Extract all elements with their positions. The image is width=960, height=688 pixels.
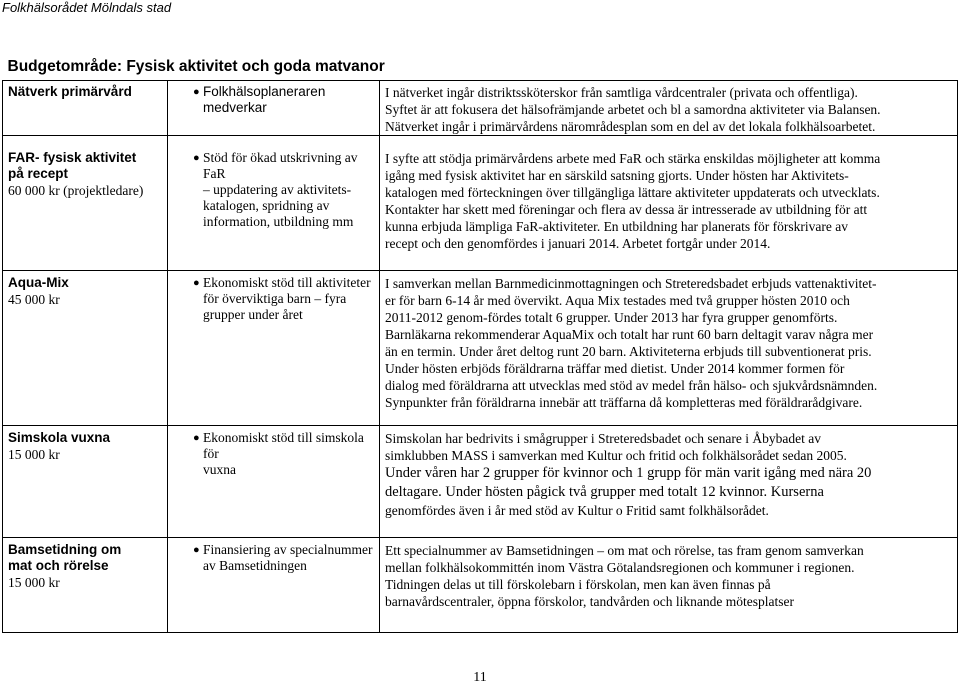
row-activity-cell [168, 538, 380, 633]
description-line: mellan folkhälsokommittén inom Västra Götalandsregionen och kommuner i regionen. [385, 560, 855, 575]
bullet-icon: ● [193, 152, 200, 164]
page-number: 11 [473, 670, 487, 685]
bullet-icon: ● [193, 544, 200, 556]
row-description-cell [380, 426, 958, 538]
description-line: igång med fysisk aktivitet har en särskild satsning gjorts. Under hösten har Aktivitets- [385, 168, 849, 183]
activity-text: information, utbildning mm [203, 214, 354, 229]
description-line: Simskolan har bedrivits i smågrupper i Streteredsbadet och senare i Åbybadet av [385, 431, 822, 446]
row-name-cell [3, 81, 168, 136]
description-line: Under våren har 2 grupper för kvinnor och 1 grupp för män varit igång med nära 20 [385, 465, 872, 481]
row-activity-cell [168, 426, 380, 538]
activity-text: Stöd för ökad utskrivning av FaR [203, 150, 358, 181]
row-budget: 60 000 kr (projektledare) [8, 183, 144, 198]
description-line: recept och den genomfördes i januari 2014. Arbetet fortgår under 2014. [385, 236, 771, 251]
description-line: katalogen med förteckningen över tillgängliga lättare aktiviteter uppdaterats och utvecklats. [385, 185, 880, 200]
description-line: I nätverket ingår distriktssköterskor från samtliga vårdcentraler (privata och offentliga). [385, 85, 858, 100]
row-activity-cell [168, 136, 380, 271]
bullet-icon: ● [193, 86, 200, 98]
description-line: Syftet är att fokusera det hälsofrämjande arbetet och bl a samordna aktiviteter via Balansen. [385, 102, 881, 117]
description-line: I samverkan mellan Barnmedicinmottagningen och Streteredsbadet erbjuds vattenaktivitet- [385, 276, 877, 291]
row-budget: 45 000 kr [8, 292, 60, 307]
section-title: Budgetområde: Fysisk aktivitet och goda matvanor [3, 58, 958, 81]
bullet-icon: ● [193, 277, 200, 289]
row-activity-cell [168, 81, 380, 136]
activity-text: för överviktiga barn – fyra [203, 291, 347, 306]
description-line: Ett specialnummer av Bamsetidningen – om mat och rörelse, tas fram genom samverkan [385, 543, 864, 558]
description-line: Under hösten erbjöds föräldrarna träffar med dietist. Under 2014 kommer formen för [385, 361, 845, 376]
row-name: Bamsetidning om [8, 542, 122, 557]
row-name: på recept [8, 166, 69, 181]
activity-text: Finansiering av specialnummer [203, 542, 373, 557]
bullet-icon: ● [193, 432, 200, 444]
row-name: Nätverk primärvård [8, 84, 132, 99]
activity-text: – uppdatering av aktivitets- [203, 182, 352, 197]
row-name: Simskola vuxna [8, 430, 111, 445]
description-line: dialog med föräldrarna att utvecklas med stöd av medel från hälso- och sjukvårdsnämnden. [385, 378, 878, 393]
row-name-cell [3, 271, 168, 426]
description-line: simklubben MASS i samverkan med Kultur och fritid och folkhälsorådet sedan 2005. [385, 448, 847, 463]
description-line: 2011-2012 genom-fördes totalt 6 grupper. Under 2013 har fyra grupper genomförts. [385, 310, 838, 325]
row-activity-cell [168, 271, 380, 426]
row-description-cell [380, 538, 958, 633]
description-line: I syfte att stödja primärvårdens arbete med FaR och stärka enskildas möjligheter att komma [385, 151, 881, 166]
description-line: kunna erbjuda lämpliga FaR-aktiviteter. En utbildning har planerats för förskrivare av [385, 219, 848, 234]
row-name: FAR- fysisk aktivitet [8, 150, 137, 165]
description-line: Barnläkarna rekommenderar AquaMix och totalt har runt 60 barn deltagit varav några mer [385, 327, 874, 342]
activity-text: Folkhälsoplaneraren medverkar [203, 84, 326, 115]
activity-text: Ekonomiskt stöd till aktiviteter [203, 275, 371, 290]
row-description-cell [380, 271, 958, 426]
row-description-cell [380, 136, 958, 271]
description-line: deltagare. Under hösten pågick två grupper med totalt 12 kvinnor. Kurserna [385, 484, 824, 500]
activity-text: av Bamsetidningen [203, 558, 307, 573]
row-name-cell [3, 538, 168, 633]
description-line: genomfördes även i år med stöd av Kultur o Fritid samt folkhälsorådet. [385, 503, 769, 518]
description-line: er för barn 6-14 år med övervikt. Aqua Mix testades med två grupper hösten 2010 och [385, 293, 850, 308]
description-line: än en termin. Under året deltog runt 20 barn. Aktiviteterna erbjuds till subventionerat pris. [385, 344, 872, 359]
row-name-cell [3, 426, 168, 538]
description-line: Nätverket ingår i primärvårdens närområdesplan som en del av det lokala folkhälsoarbetet. [385, 119, 876, 134]
row-name: mat och rörelse [8, 558, 109, 573]
row-budget: 15 000 kr [8, 447, 60, 462]
row-name-cell [3, 136, 168, 271]
budget-table [2, 58, 958, 633]
activity-text: grupper under året [203, 307, 303, 322]
activity-text: Ekonomiskt stöd till simskola för [203, 430, 364, 461]
row-budget: 15 000 kr [8, 575, 60, 590]
description-line: Kontakter har skett med föreningar och flera av dessa är intresserade av utbildning för att [385, 202, 868, 217]
description-line: Tidningen delas ut till förskolebarn i förskolan, men kan även finnas på [385, 577, 771, 592]
activity-text: vuxna [203, 462, 236, 477]
description-line: Synpunkter från föräldrarna innebär att träffarna då kompletteras med föräldrarådgivare. [385, 395, 863, 410]
row-name: Aqua-Mix [8, 275, 69, 290]
description-line: barnavårdscentraler, öppna förskolor, tandvården och liknande mötesplatser [385, 594, 795, 609]
document-header: Folkhälsorådet Mölndals stad [2, 0, 172, 15]
activity-text: katalogen, spridning av [203, 198, 330, 213]
row-description-cell [380, 81, 958, 136]
